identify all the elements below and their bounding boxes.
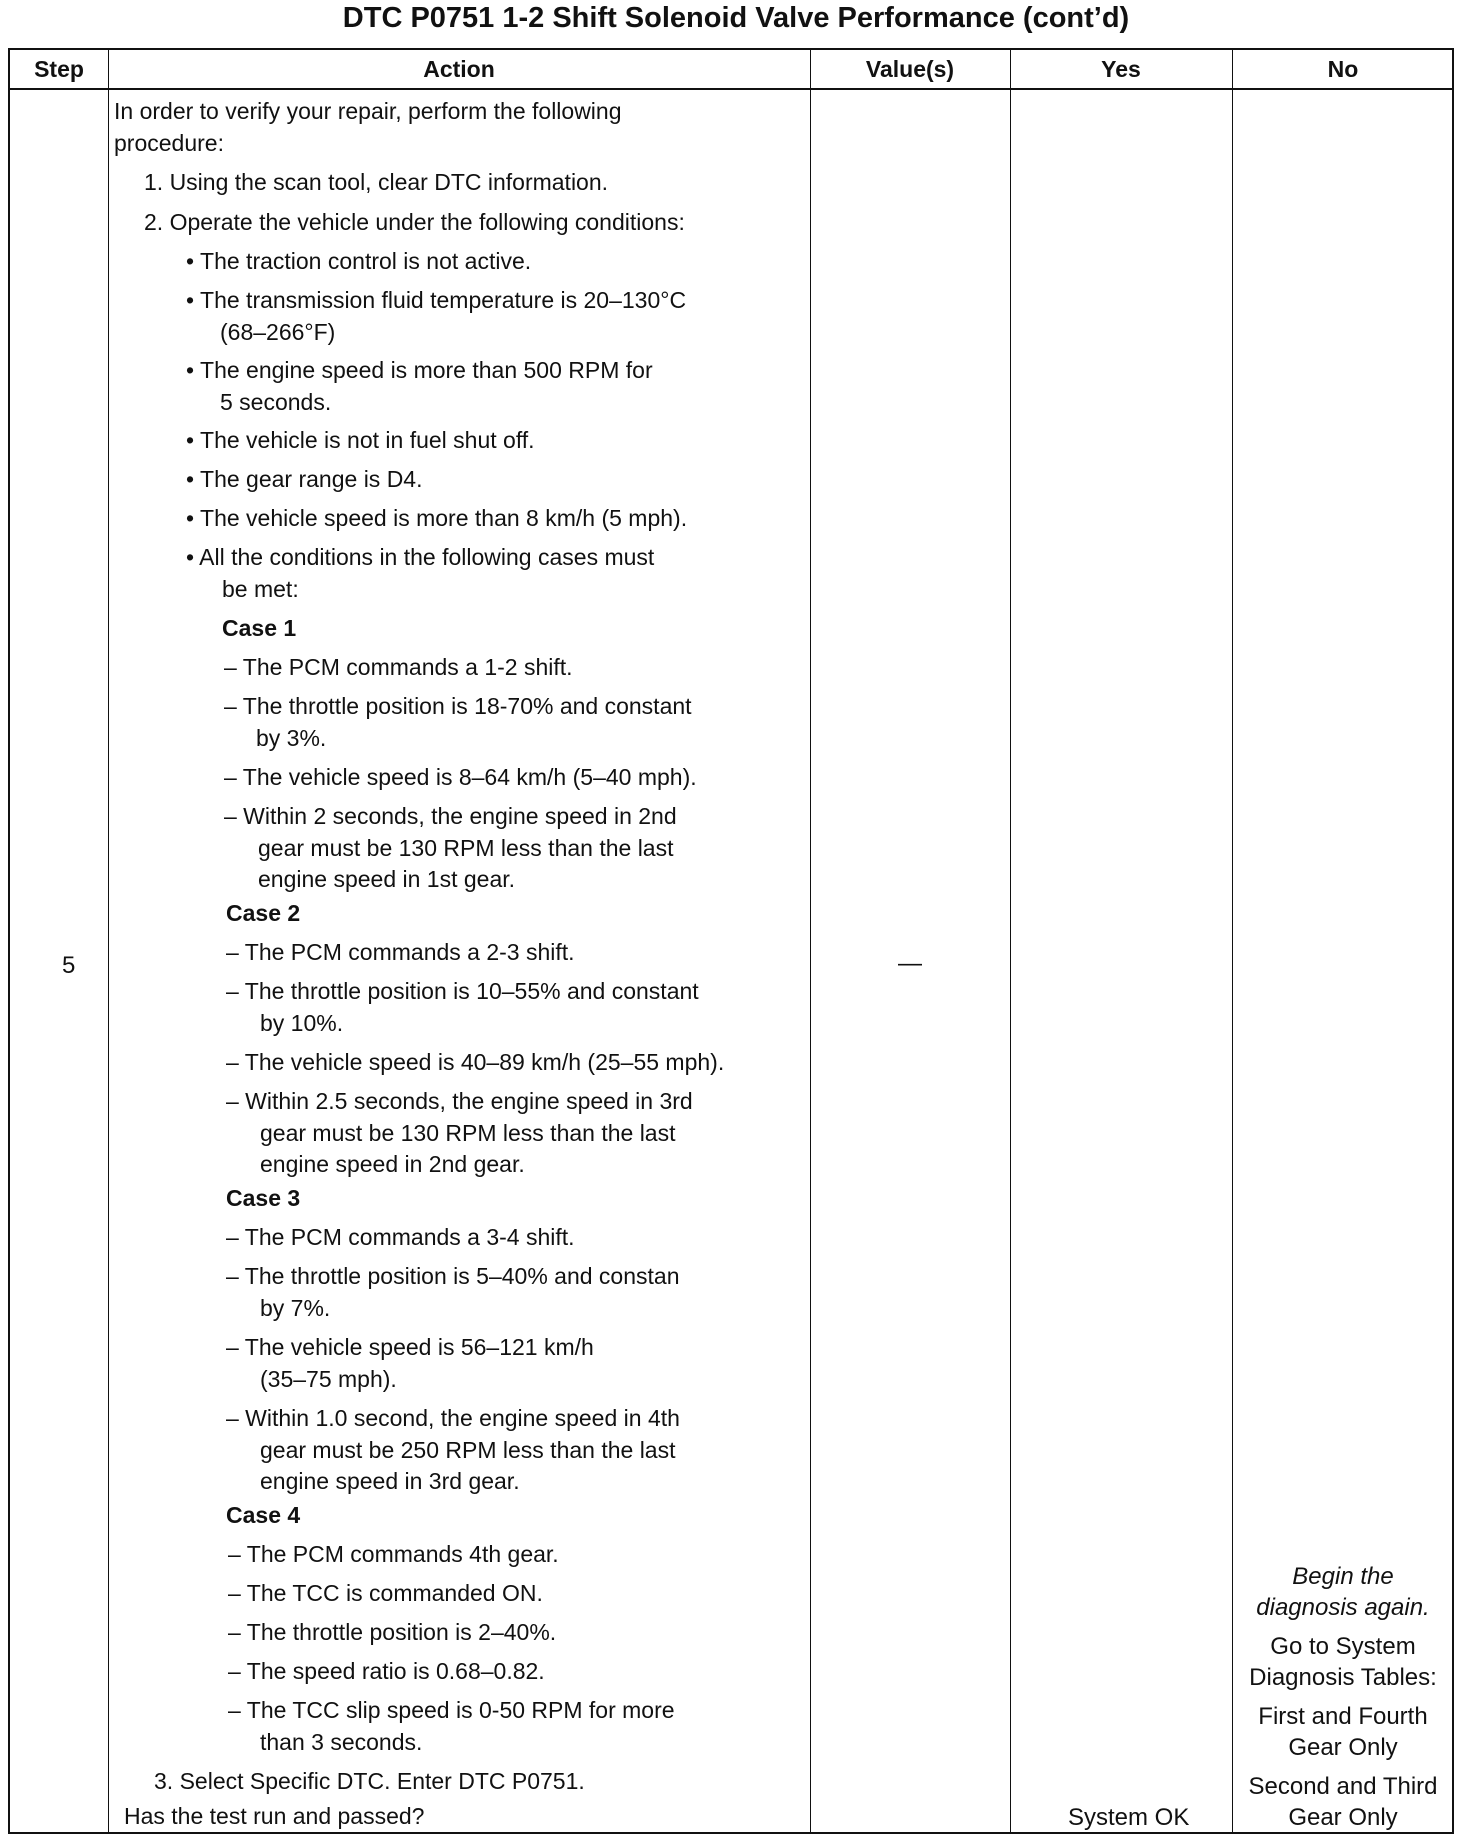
no-goto-text: Diagnosis Tables: [1249, 1664, 1437, 1691]
case-title: Case 1 [222, 615, 297, 641]
condition-item: • The gear range is D4. [186, 466, 423, 492]
condition-item: • The traction control is not active. [186, 248, 532, 274]
column-divider [108, 50, 109, 1832]
step-number: 5 [62, 952, 76, 979]
no-second-third: Second and Third [1248, 1773, 1438, 1800]
column-divider [810, 50, 811, 1832]
condition-item: • The transmission fluid temperature is 20–130°C [186, 287, 687, 313]
case-item-cont: (35–75 mph). [260, 1366, 397, 1392]
no-begin-text: Begin the [1292, 1563, 1394, 1590]
case-item: – Within 2.5 seconds, the engine speed in 3rd [226, 1088, 693, 1114]
case-item: – The vehicle speed is 8–64 km/h (5–40 mph). [224, 764, 697, 790]
case-item: – The throttle position is 10–55% and constant [226, 978, 699, 1004]
intro-line: In order to verify your repair, perform the following [114, 98, 622, 124]
case-item-cont: gear must be 130 RPM less than the last [258, 835, 674, 861]
page-title: DTC P0751 1-2 Shift Solenoid Valve Performance (cont’d) [342, 2, 1130, 34]
case-item: – The throttle position is 18-70% and constant [224, 693, 692, 719]
condition-item-cont: (68–266°F) [220, 319, 336, 345]
question-text: Has the test run and passed? [124, 1803, 425, 1829]
case-title: Case 2 [226, 900, 301, 926]
case-item: – The PCM commands 4th gear. [228, 1541, 559, 1567]
no-goto-text: Go to System [1270, 1633, 1416, 1660]
procedure-step: 2. Operate the vehicle under the following conditions: [144, 209, 685, 235]
header-values: Value(s) [865, 56, 955, 82]
no-first-fourth: Gear Only [1288, 1734, 1398, 1761]
case-item: – The PCM commands a 3-4 shift. [226, 1224, 575, 1250]
header-divider [10, 88, 1452, 90]
value-dash: — [898, 950, 922, 977]
no-begin-text: diagnosis again. [1256, 1594, 1430, 1621]
column-divider [1232, 50, 1233, 1832]
case-item: – The TCC slip speed is 0-50 RPM for more [228, 1697, 675, 1723]
case-title: Case 3 [226, 1185, 301, 1211]
procedure-step: 3. Select Specific DTC. Enter DTC P0751. [154, 1768, 585, 1794]
case-item: – The vehicle speed is 40–89 km/h (25–55 mph). [226, 1049, 725, 1075]
case-item: – Within 1.0 second, the engine speed in 4th [226, 1405, 680, 1431]
case-item: – The PCM commands a 1-2 shift. [224, 654, 573, 680]
procedure-step: 1. Using the scan tool, clear DTC information. [144, 169, 609, 195]
condition-item: • The vehicle is not in fuel shut off. [186, 427, 535, 453]
header-step: Step [34, 56, 84, 82]
case-item: – The throttle position is 5–40% and constan [226, 1263, 680, 1289]
header-no: No [1327, 56, 1359, 82]
case-item: – Within 2 seconds, the engine speed in 2nd [224, 803, 677, 829]
case-item: – The speed ratio is 0.68–0.82. [228, 1658, 545, 1684]
case-item-cont: than 3 seconds. [260, 1729, 423, 1755]
condition-item: • The engine speed is more than 500 RPM for [186, 357, 653, 383]
condition-item-cont: be met: [222, 576, 299, 602]
case-item: – The throttle position is 2–40%. [228, 1619, 557, 1645]
no-second-third: Gear Only [1288, 1804, 1398, 1831]
case-item: – The TCC is commanded ON. [228, 1580, 543, 1606]
header-action: Action [423, 56, 495, 82]
no-first-fourth: First and Fourth [1258, 1703, 1428, 1730]
yes-result: System OK [1068, 1804, 1190, 1831]
column-divider [1010, 50, 1011, 1832]
case-item-cont: by 3%. [256, 725, 327, 751]
case-item-cont: gear must be 130 RPM less than the last [260, 1120, 676, 1146]
case-item-cont: by 10%. [260, 1010, 344, 1036]
case-item: – The PCM commands a 2-3 shift. [226, 939, 575, 965]
case-item: – The vehicle speed is 56–121 km/h [226, 1334, 594, 1360]
case-item-cont: engine speed in 1st gear. [258, 866, 516, 892]
header-yes: Yes [1101, 56, 1141, 82]
case-item-cont: gear must be 250 RPM less than the last [260, 1437, 676, 1463]
condition-item: • The vehicle speed is more than 8 km/h (5 mph). [186, 505, 688, 531]
case-title: Case 4 [226, 1502, 301, 1528]
intro-line: procedure: [114, 130, 224, 156]
case-item-cont: by 7%. [260, 1295, 331, 1321]
condition-item-cont: 5 seconds. [220, 389, 332, 415]
case-item-cont: engine speed in 3rd gear. [260, 1468, 520, 1494]
case-item-cont: engine speed in 2nd gear. [260, 1151, 525, 1177]
condition-item: • All the conditions in the following cases must [186, 544, 655, 570]
